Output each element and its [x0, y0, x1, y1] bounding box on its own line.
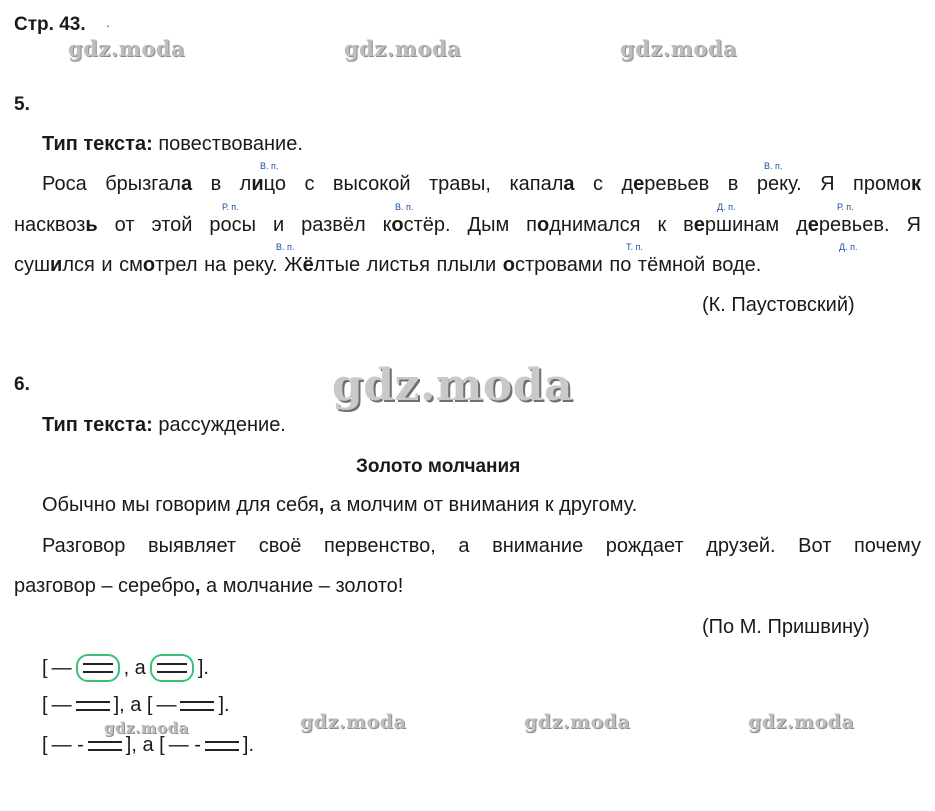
watermark: gdz.moda	[524, 711, 631, 733]
word: развёл	[301, 214, 366, 236]
case-tag: В. п.	[395, 202, 414, 212]
text-title: Золото молчания	[356, 456, 521, 477]
word: к	[657, 214, 667, 236]
case-tag: В. п.	[276, 242, 295, 252]
predicate-mark	[205, 741, 239, 751]
exercise-number: 5.	[14, 94, 30, 115]
exercise-number: 6.	[14, 374, 30, 395]
case-tag: Т. п.	[626, 242, 643, 252]
word: деревьев.	[796, 214, 890, 236]
paragraph-line: сушился и смотрел на реку. Жёлтые листья плыли островами по тёмной воде.	[14, 254, 762, 276]
word: в	[210, 173, 222, 195]
text-type-label: Тип текста:	[42, 133, 153, 155]
word: в	[727, 173, 739, 195]
word: росы	[209, 214, 257, 236]
word: вершинам	[683, 214, 780, 236]
word: капала	[509, 173, 575, 195]
word: лицо	[239, 173, 286, 195]
case-tag: Д. п.	[717, 202, 736, 212]
word: и	[272, 214, 285, 236]
paragraph-line	[42, 174, 921, 194]
word: поднимался	[526, 214, 641, 236]
text-type-value: рассуждение.	[158, 414, 286, 436]
sentence-scheme: [ — ], а [ — ].	[42, 694, 230, 716]
word: от	[114, 214, 135, 236]
word: травы,	[429, 173, 491, 195]
text-type-value: повествование.	[158, 133, 303, 155]
watermark: gdz.moda	[68, 36, 186, 61]
word: костёр.	[382, 214, 451, 236]
text-type-label: Тип текста:	[42, 414, 153, 436]
word: насквозь	[14, 214, 98, 236]
word: Роса	[42, 173, 87, 195]
case-tag: В. п.	[764, 161, 783, 171]
case-tag: В. п.	[260, 161, 279, 171]
author: (К. Паустовский)	[702, 294, 855, 316]
word: реку.	[756, 173, 802, 195]
author: (По М. Пришвину)	[702, 616, 870, 638]
paragraph-line	[14, 214, 921, 237]
watermark: gdz.moda	[344, 36, 462, 61]
case-tag: Д. п.	[839, 242, 858, 252]
paragraph-line: разговор – серебро, а молчание – золото!	[14, 575, 404, 597]
watermark: gdz.moda	[300, 711, 407, 733]
word: Я	[820, 173, 835, 195]
sentence-scheme: [ — , а ].	[42, 654, 209, 682]
page-header: Стр. 43.	[14, 14, 86, 35]
word: деревьев	[621, 173, 710, 195]
paragraph-line: Обычно мы говорим для себя, а молчим от внимания к другому.	[42, 494, 638, 516]
word: с	[304, 173, 315, 195]
case-tag: Р. п.	[222, 202, 239, 212]
case-tag: Р. п.	[837, 202, 854, 212]
word: этой	[151, 214, 193, 236]
predicate-circle	[76, 654, 120, 682]
sentence-scheme: [ — - ], а [ — - ].	[42, 734, 255, 756]
watermark: gdz.moda	[104, 719, 189, 737]
predicate-mark	[76, 701, 110, 711]
predicate-mark	[180, 701, 214, 711]
watermark: gdz.moda	[620, 36, 738, 61]
header-dot: .	[106, 14, 110, 30]
predicate-circle	[150, 654, 194, 682]
word: Я	[906, 214, 921, 236]
word: брызгала	[105, 173, 193, 195]
watermark: gdz.moda	[748, 711, 855, 733]
text-type-line	[42, 415, 286, 435]
word: Дым	[467, 214, 510, 236]
word: высокой	[332, 173, 411, 195]
word: с	[592, 173, 603, 195]
watermark: gdz.moda	[332, 360, 574, 411]
predicate-mark	[88, 741, 122, 751]
word: промок	[853, 173, 921, 195]
text-type-line	[42, 134, 303, 154]
paragraph-line: Разговор выявляет своё первенство, а внимание рождает друзей. Вот почему	[42, 535, 921, 557]
